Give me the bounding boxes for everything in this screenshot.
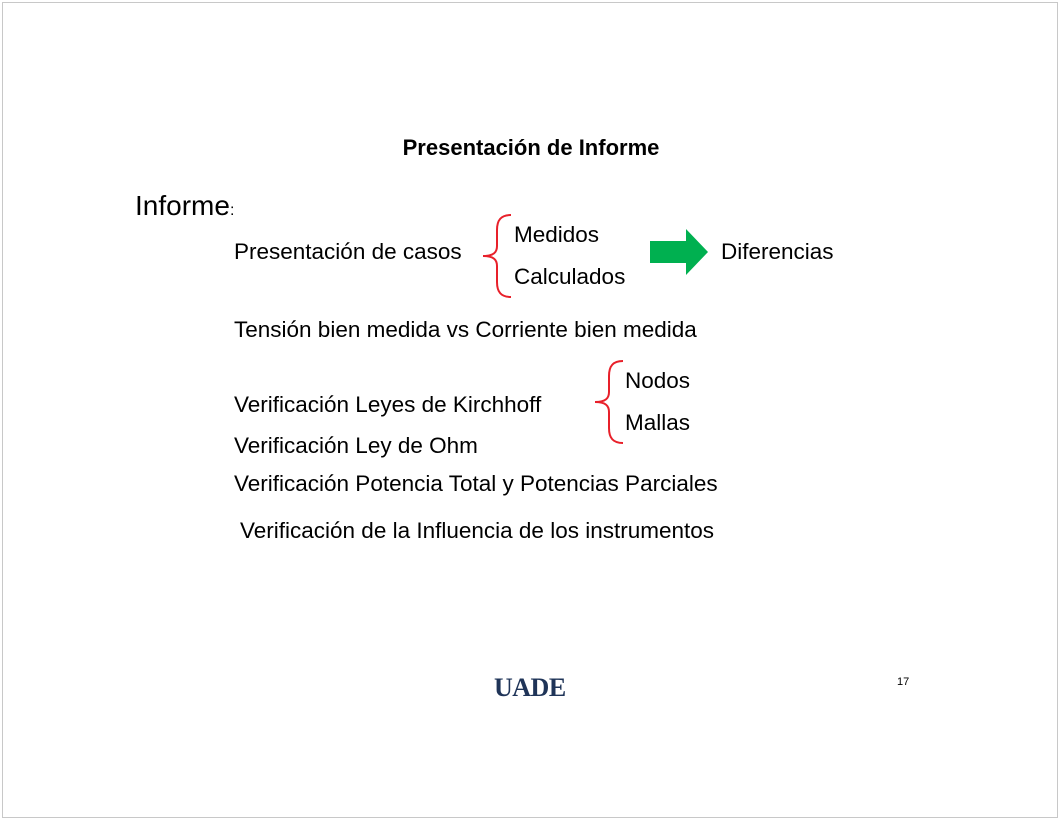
heading-text: Informe bbox=[135, 190, 230, 221]
potencia-line: Verificación Potencia Total y Potencias Parciales bbox=[234, 471, 718, 496]
casos-option-calculados: Calculados bbox=[514, 264, 626, 289]
heading-colon: : bbox=[229, 202, 235, 219]
kirchhoff-label: Verificación Leyes de Kirchhoff bbox=[234, 392, 542, 417]
influencia-line: Verificación de la Influencia de los instrumentos bbox=[240, 518, 715, 543]
kirchhoff-brace bbox=[592, 359, 626, 445]
right-arrow-icon bbox=[650, 229, 708, 275]
kirchhoff-option-nodos: Nodos bbox=[625, 368, 691, 393]
kirchhoff-option-mallas: Mallas bbox=[625, 410, 691, 435]
slide-title: Presentación de Informe bbox=[402, 135, 660, 160]
page-number: 17 bbox=[897, 676, 910, 688]
ohm-line: Verificación Ley de Ohm bbox=[234, 433, 478, 458]
casos-option-medidos: Medidos bbox=[514, 222, 600, 247]
diferencias-label: Diferencias bbox=[721, 239, 834, 264]
tension-line: Tensión bien medida vs Corriente bien medida bbox=[234, 317, 697, 342]
casos-label: Presentación de casos bbox=[234, 239, 462, 264]
uade-logo: UADE bbox=[494, 673, 566, 702]
section-heading bbox=[135, 192, 234, 220]
casos-brace bbox=[480, 213, 514, 299]
